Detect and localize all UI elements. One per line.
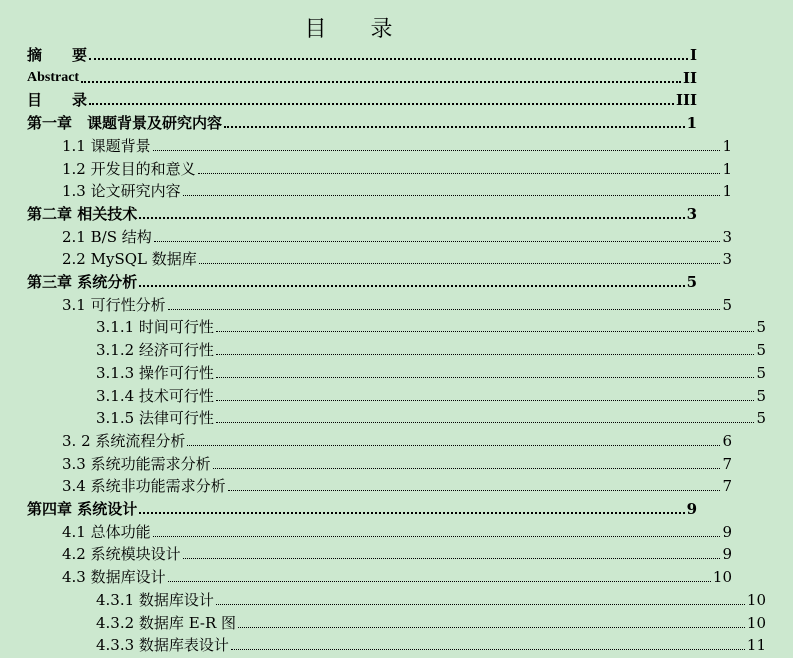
dot-leader [168,581,711,582]
toc-entry-page-number: 5 [756,386,766,405]
toc-entry[interactable] [0,269,724,291]
toc-entry-label: 目 录 [27,91,88,110]
toc-entry[interactable] [0,65,724,87]
toc-entry-label: 4.3.3 数据库表设计 [96,636,229,655]
toc-entry-label: 第一章 课题背景及研究内容 [27,114,223,133]
dot-leader [139,512,684,514]
toc-entry-label: 3.1.5 法律可行性 [96,409,214,428]
toc-entry-page-number: 9 [686,500,697,518]
toc-entry[interactable] [0,564,759,586]
toc-entry-page-number: 3 [686,204,697,223]
toc-entry-page-number: 10 [746,590,766,609]
dot-leader [139,217,684,219]
dot-leader [216,354,755,355]
toc-entry-label: 摘 要 [27,46,88,64]
dot-leader [153,536,721,537]
toc-entry-page-number: 1 [722,159,732,178]
toc-entry[interactable] [0,178,759,200]
toc-entry-label: 1.3 论文研究内容 [62,182,181,201]
toc-entry[interactable] [0,360,793,382]
toc-entry-page-number: 1 [686,114,697,133]
toc-entry-label: 1.2 开发目的和意义 [62,159,196,178]
dot-leader [238,627,745,628]
toc-entry-label: 第四章 系统设计 [27,500,138,518]
toc-entry-label: 3.1 可行性分析 [62,295,166,314]
toc-entry-page-number: 3 [722,250,732,269]
dot-leader [154,241,721,242]
toc-entry[interactable] [0,473,759,495]
dot-leader [216,377,755,378]
toc-entry[interactable] [0,156,759,178]
toc-entry-page-number: 9 [722,545,732,564]
toc-entry-page-number: 10 [746,613,766,632]
dot-leader [89,58,688,60]
toc-entry[interactable] [0,314,793,336]
toc-entry[interactable] [0,383,793,405]
dot-leader [216,331,755,332]
toc-entry-page-number: II [682,68,697,87]
dot-leader [216,604,745,605]
toc-entry-label: 3.1.4 技术可行性 [96,386,214,405]
toc-entry-label: 3. 2 系统流程分析 [62,431,186,450]
toc-entry[interactable] [0,337,793,359]
dot-leader [224,126,685,128]
toc-entry[interactable] [0,496,724,518]
toc-entry-page-number: I [689,46,697,64]
toc-entry-label: 4.3.1 数据库设计 [96,590,214,609]
toc-entry-page-number: 6 [722,431,732,450]
toc-entry-label: 4.3.2 数据库 E-R 图 [96,613,237,632]
dot-leader [139,285,684,287]
toc-entry-page-number: 5 [756,363,766,382]
dot-leader [216,400,755,401]
toc-entry-page-number: 9 [722,522,732,541]
dot-leader [187,445,720,446]
dot-leader [216,422,755,423]
toc-entry-label: 4.1 总体功能 [62,522,151,541]
toc-entry-label: 3.3 系统功能需求分析 [62,454,211,473]
toc-entry-page-number: 7 [722,454,732,473]
toc-entry-page-number: 10 [712,568,732,587]
dot-leader [81,81,681,83]
dot-leader [89,103,674,105]
toc-entry[interactable] [0,292,759,314]
dot-leader [168,309,721,310]
dot-leader [198,173,721,174]
toc-entry-label: 4.2 系统模块设计 [62,545,181,564]
toc-entry[interactable] [0,110,724,132]
toc-entry[interactable] [0,541,759,563]
toc-entry-page-number: 5 [686,273,697,291]
toc-entry[interactable] [0,246,759,268]
toc-entry-label: 第二章 相关技术 [27,204,138,223]
toc-entry-page-number: III [675,91,697,110]
dot-leader [153,150,721,151]
toc-entry[interactable] [0,632,793,654]
toc-entry-page-number: 5 [722,295,732,314]
toc-entry-label: 3.4 系统非功能需求分析 [62,477,226,496]
toc-entry[interactable] [0,201,724,223]
toc-entry-page-number: 11 [746,636,766,655]
toc-entry[interactable] [0,587,793,609]
toc-entry[interactable] [0,610,793,632]
toc-entry[interactable] [0,224,759,246]
toc-entry-page-number: 5 [756,341,766,360]
dot-leader [183,558,721,559]
toc-entry-page-number: 5 [756,409,766,428]
toc-entry-page-number: 1 [722,136,732,155]
toc-entry[interactable] [0,42,724,64]
toc-entry-page-number: 1 [722,182,732,201]
toc-entry[interactable] [0,428,759,450]
toc-entry-label: 2.1 B/S 结构 [62,227,152,246]
toc-entry-label: 3.1.3 操作可行性 [96,363,214,382]
dot-leader [231,649,745,650]
dot-leader [228,490,721,491]
toc-entry[interactable] [0,87,724,109]
toc-entry-label: Abstract [27,69,80,85]
toc-entry-label: 第三章 系统分析 [27,273,138,291]
dot-leader [213,468,721,469]
dot-leader [183,195,721,196]
toc-entry[interactable] [0,133,759,155]
toc-entry[interactable] [0,519,759,541]
toc-entry[interactable] [0,405,793,427]
toc-entry-label: 3.1.2 经济可行性 [96,341,214,360]
toc-entry-label: 3.1.1 时间可行性 [96,318,214,337]
toc-entry-label: 4.3 数据库设计 [62,568,166,587]
toc-entry-page-number: 3 [722,227,732,246]
dot-leader [199,263,721,264]
toc-entry-label: 2.2 MySQL 数据库 [62,250,197,269]
toc-title: 目 录 [304,17,393,42]
toc-entry-page-number: 7 [722,477,732,496]
toc-entry-label: 1.1 课题背景 [62,136,151,155]
toc-entry[interactable] [0,451,759,473]
toc-entry-page-number: 5 [756,318,766,337]
